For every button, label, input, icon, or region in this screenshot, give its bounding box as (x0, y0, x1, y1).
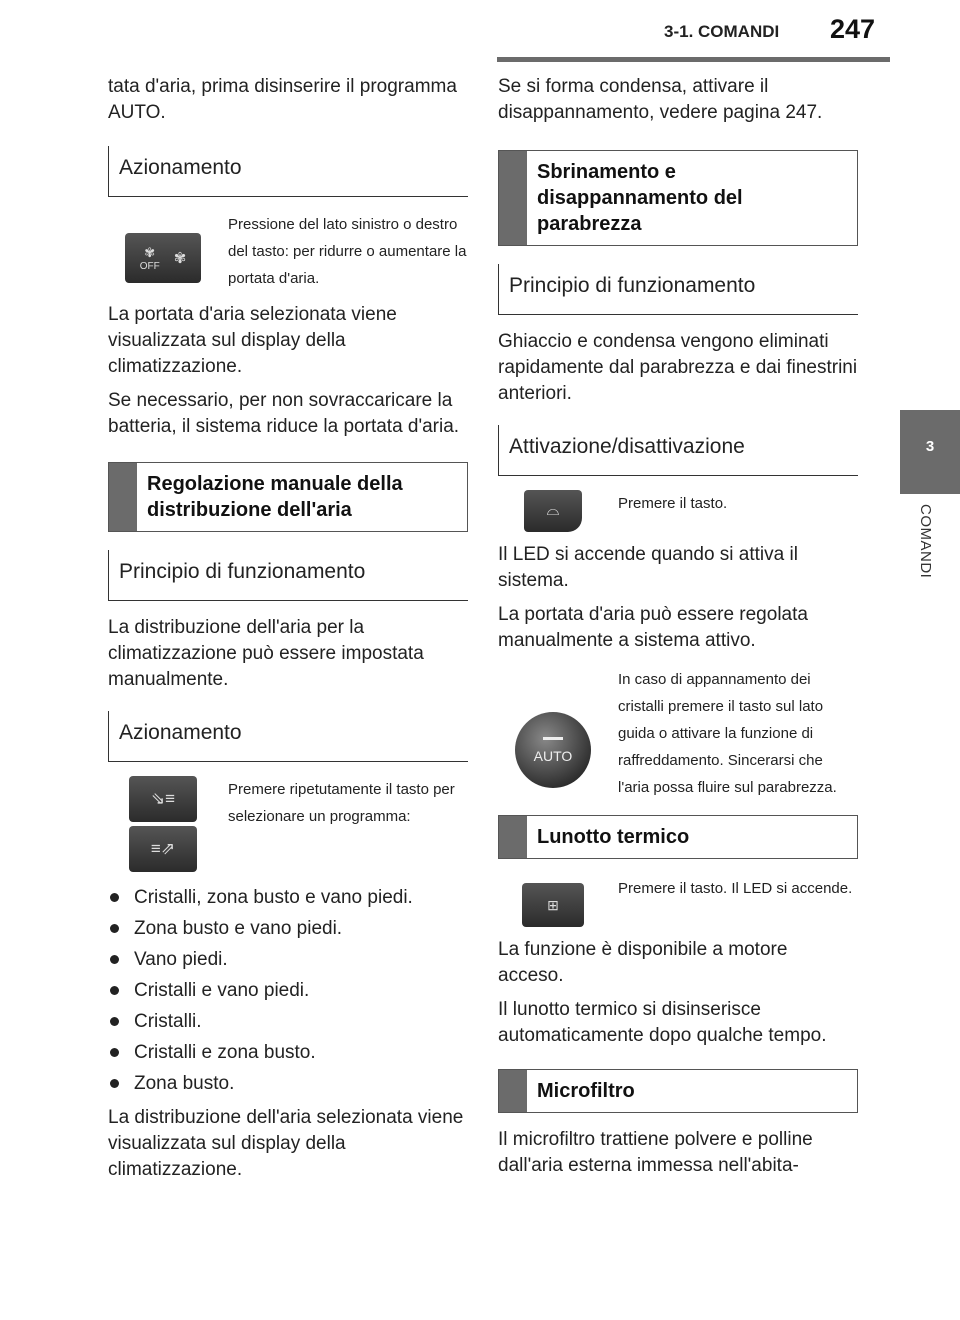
paragraph: Ghiaccio e condensa vengono eliminati rapidamente dal parabrezza e dai finestrini anteriori. (498, 331, 858, 404)
paragraph: La portata d'aria può essere regolata manualmente a sistema attivo. (498, 604, 808, 651)
distribution-lower-icon: ≡⇗ (129, 826, 197, 872)
figure-defrost (498, 490, 858, 532)
paragraph: La distribuzione dell'aria selezionata viene visualizzata sul display della climatizzazione. (108, 1107, 464, 1180)
list-item: Vano piedi. (108, 944, 468, 975)
figure-caption: Premere il tasto. (618, 495, 728, 512)
list-item: Cristalli e zona busto. (108, 1037, 468, 1068)
paragraph: Il microfiltro trattiene polvere e polline dall'aria esterna immessa nell'abita- (498, 1129, 813, 1176)
section-title: 3-1. COMANDI (664, 22, 780, 41)
distribution-upper-icon: ⇘≡ (129, 776, 197, 822)
left-column (108, 64, 468, 1191)
paragraph: Il lunotto termico si disinserisce automaticamente dopo qualche tempo. (498, 999, 827, 1046)
intro-text: tata d'aria, prima disinserire il programma AUTO. (108, 76, 457, 123)
header-rule (497, 57, 890, 62)
page-header (0, 0, 960, 62)
subheading-principio: Principio di funzionamento (498, 264, 858, 315)
chapter-tab: 3 (900, 410, 960, 494)
paragraph: La funzione è disponibile a motore acceso. (498, 939, 788, 986)
auto-button: AUTO (515, 712, 591, 788)
figure-airflow (108, 211, 468, 292)
figure-caption: Premere il tasto. Il LED si accende. (618, 880, 853, 897)
program-list (108, 882, 468, 1099)
section-heading: Microfiltro (498, 1069, 858, 1113)
list-item: Zona busto. (108, 1068, 468, 1099)
paragraph: La portata d'aria selezionata viene visualizzata sul display della climatizzazione. (108, 304, 397, 377)
list-item: Cristalli e vano piedi. (108, 975, 468, 1006)
figure-caption: Pressione del lato sinistro o destro del tasto: per ridurre o aumentare la portata d'aria. (228, 216, 467, 287)
page-number: 247 (830, 14, 876, 44)
figure-rear-defrost (498, 875, 858, 927)
chapter-label: COMANDI (917, 504, 934, 579)
section-heading: Lunotto termico (498, 815, 858, 859)
figure-distribution (108, 776, 468, 872)
subheading-azionamento: Azionamento (108, 146, 468, 197)
airflow-button (125, 233, 201, 283)
figure-auto (498, 666, 858, 801)
intro-text: Se si forma condensa, attivare il disappannamento, vedere pagina 247. (498, 76, 823, 123)
paragraph: Se necessario, per non sovraccaricare la batteria, il sistema riduce la portata d'aria. (108, 390, 460, 437)
fan-low-icon: ✾ OFF (139, 244, 160, 272)
paragraph: La distribuzione dell'aria per la climatizzazione può essere impostata manualmente. (108, 617, 424, 690)
section-heading: Sbrinamento e disappannamento del parabrezza (498, 150, 858, 246)
paragraph: Il LED si accende quando si attiva il sistema. (498, 544, 798, 591)
rear-window-defrost-icon: ⊞ (522, 883, 584, 927)
list-item: Cristalli. (108, 1006, 468, 1037)
fan-high-icon: ✾ (173, 250, 187, 267)
section-heading: Regolazione manuale della distribuzione dell'aria (108, 462, 468, 532)
subheading-attivazione: Attivazione/disattivazione (498, 425, 858, 476)
list-item: Cristalli, zona busto e vano piedi. (108, 882, 468, 913)
subheading-principio: Principio di funzionamento (108, 550, 468, 601)
right-column (498, 64, 858, 1187)
list-item: Zona busto e vano piedi. (108, 913, 468, 944)
figure-caption: In caso di appannamento dei cristalli premere il tasto sul lato guida o attivare la funzione di raffreddamento. Sincerarsi che l'aria possa fluire sul parabrezza. (618, 671, 837, 796)
subheading-azionamento: Azionamento (108, 711, 468, 762)
figure-caption: Premere ripetutamente il tasto per selezionare un programma: (228, 781, 455, 825)
windshield-defrost-icon: ⌓ (524, 490, 582, 532)
